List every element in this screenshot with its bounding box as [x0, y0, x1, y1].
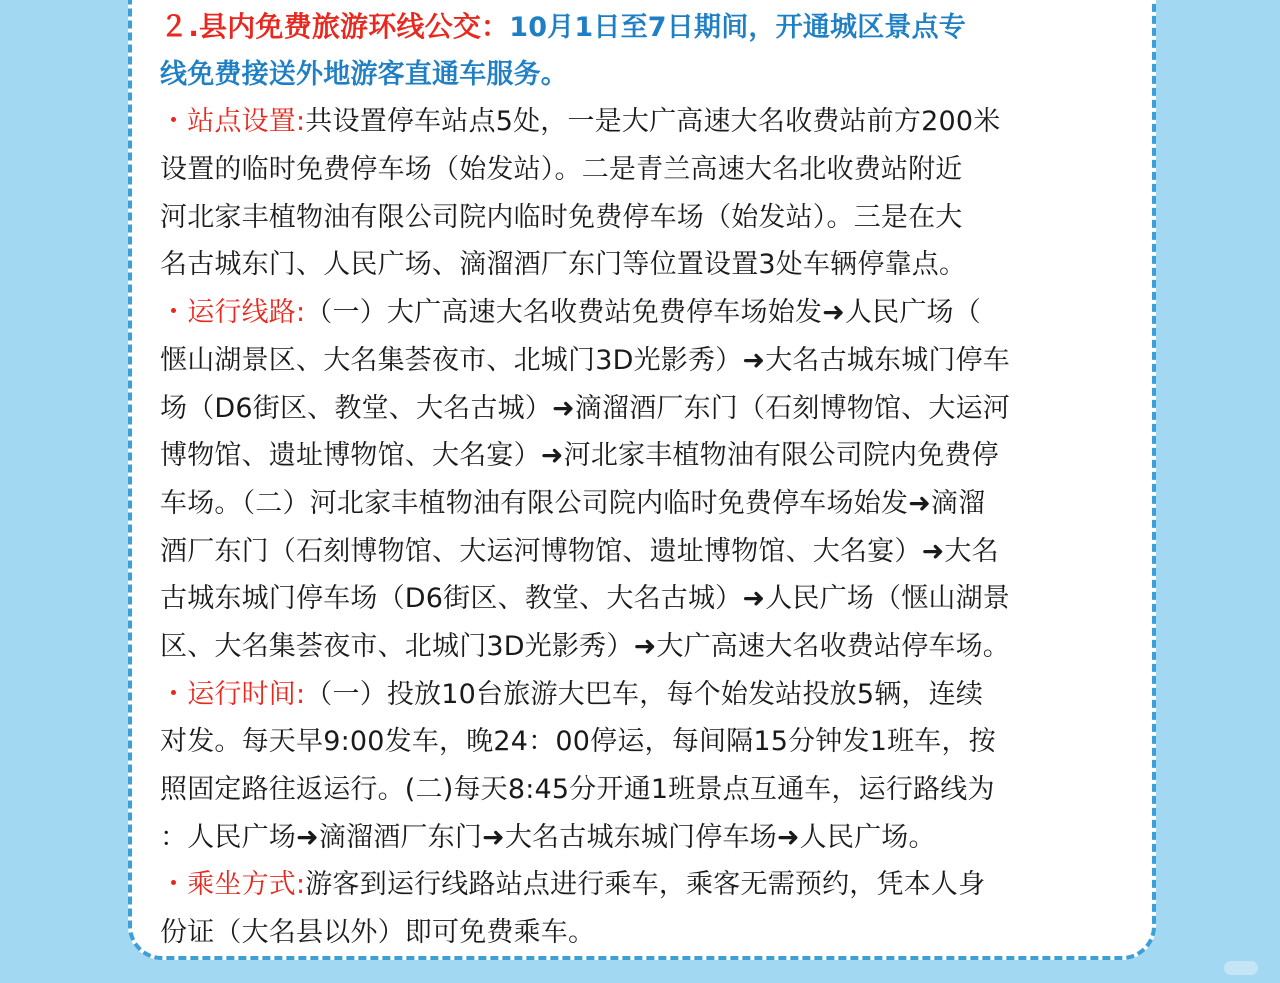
- stations-line: 设置的临时免费停车场（始发站）。二是青兰高速大名北收费站附近: [160, 154, 963, 186]
- section-heading-line: [160, 3, 1135, 51]
- routes-line: 惬山湖景区、大名集荟夜市、北城门3D光影秀）➜大名古城东城门停车: [160, 344, 1010, 376]
- schedule-line: 照固定路往返运行。(二)每天8:45分开通1班景点互通车，运行路线为: [160, 774, 995, 805]
- article-body: [160, 0, 1135, 957]
- schedule-line: ：人民广场➜滴溜酒厂东门➜大名古城东城门停车场➜人民广场。: [160, 821, 936, 853]
- routes-line: 博物馆、遗址博物馆、大名宴）➜河北家丰植物油有限公司院内免费停: [160, 440, 999, 472]
- routes-label: ・运行线路:: [160, 297, 306, 329]
- routes-line: 古城东城门停车场（D6街区、教堂、大名古城）➜人民广场（惬山湖景: [160, 583, 1010, 615]
- section-heading: ２.县内免费旅游环线公交：: [160, 10, 510, 43]
- schedule-text: （一）投放10台旅游大巴车，每个始发站投放5辆，连续: [305, 678, 984, 710]
- routes-line: 车场。（二）河北家丰植物油有限公司院内临时免费停车场始发➜滴溜: [160, 487, 986, 519]
- schedule-line: 对发。每天早9:00发车，晚24：00停运，每间隔15分钟发1班车，按: [160, 726, 996, 758]
- routes-line: 酒厂东门（石刻博物馆、大运河博物馆、遗址博物馆、大名宴）➜大名: [160, 535, 999, 567]
- watermark-badge: [1224, 961, 1258, 975]
- section-intro-continued: 线免费接送外地游客直通车服务。: [160, 58, 568, 90]
- schedule-label: ・运行时间:: [160, 678, 306, 710]
- boarding-line: 份证（大名县以外）即可免费乘车。: [160, 917, 596, 949]
- boarding-paragraph: [160, 861, 1135, 909]
- stations-paragraph: [160, 98, 1135, 146]
- boarding-label: ・乘坐方式:: [160, 869, 306, 901]
- routes-text: （一）大广高速大名收费站免费停车场始发➜人民广场（: [305, 297, 981, 329]
- section-intro: 10月1日至7日期间，开通城区景点专: [509, 12, 966, 43]
- stations-label: ・站点设置:: [160, 106, 306, 138]
- schedule-paragraph: [160, 671, 1135, 719]
- stations-line: 名古城东门、人民广场、滴溜酒厂东门等位置设置3处车辆停靠点。: [160, 249, 967, 281]
- stations-line: 河北家丰植物油有限公司院内临时免费停车场（始发站）。三是在大: [160, 201, 963, 233]
- routes-paragraph: [160, 289, 1135, 337]
- boarding-text: 游客到运行线路站点进行乘车，乘客无需预约，凭本人身: [305, 869, 986, 901]
- section-intro-line: [160, 51, 1135, 99]
- routes-line: 区、大名集荟夜市、北城门3D光影秀）➜大广高速大名收费站停车场。: [160, 630, 1010, 662]
- routes-line: 场（D6街区、教堂、大名古城）➜滴溜酒厂东门（石刻博物馆、大运河: [160, 392, 1010, 424]
- stations-text: 共设置停车站点5处，一是大广高速大名收费站前方200米: [305, 106, 1001, 138]
